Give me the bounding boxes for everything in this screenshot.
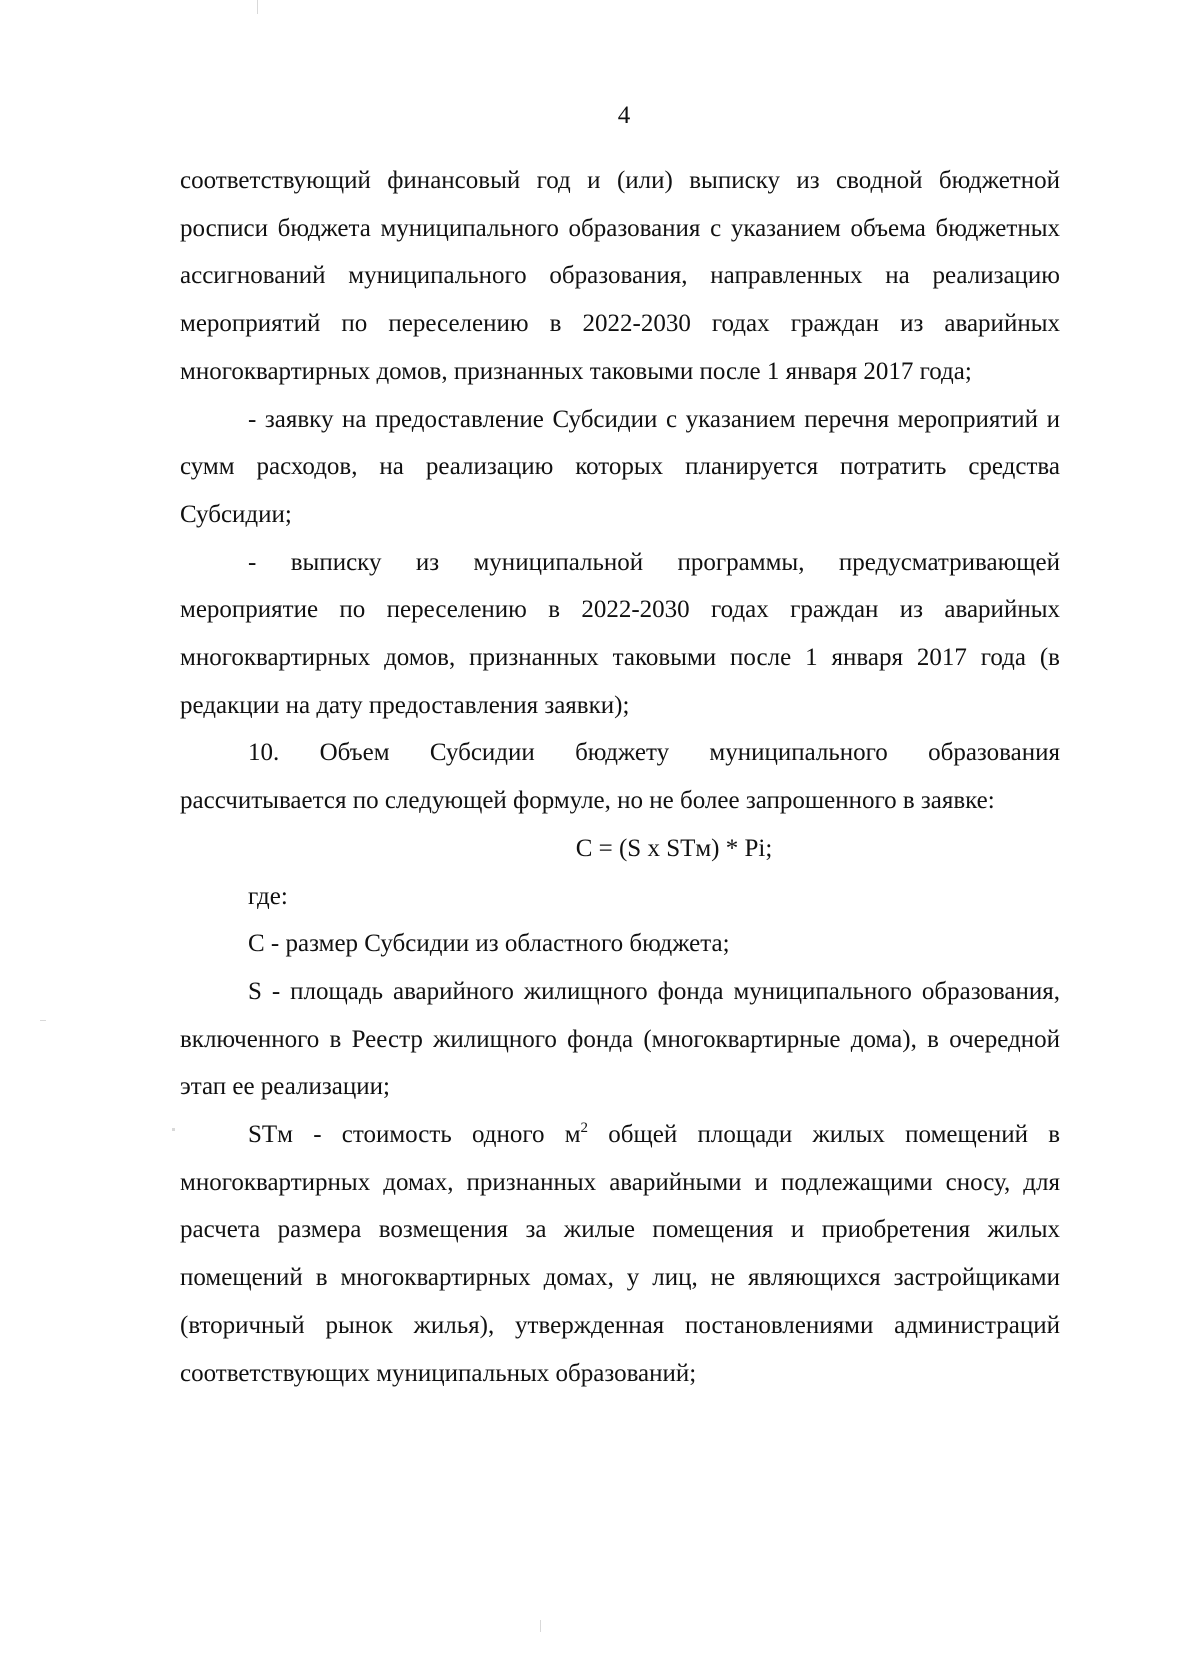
scan-mark-left <box>40 1020 46 1021</box>
definition-s: S - площадь аварийного жилищного фонда муниципального образования, включенного в Реестр жилищного фонда (многоквартирные дома), в очередной этап ее реализации; <box>180 977 1060 1101</box>
definition-stm-rest: общей площади жилых помещений в многоквартирных домах, признанных аварийными и подлежащими сносу, для расчета размера возмещения за жилые помещения и приобретения жилых помещений в многоквартирных домах, у лиц, не являющихся застройщиками (вторичный рынок жилья), утвержденная постановлениями администраций соответствующих муниципальных образований; <box>180 1121 1061 1387</box>
definition-stm-superscript: 2 <box>580 1120 589 1137</box>
paragraph-program-extract: - выписку из муниципальной программы, предусматривающей мероприятие по переселению в 2022-2030 годах граждан из аварийных многоквартирных домов, признанных таковыми после 1 января 2017 года (в редакции на дату предоставления заявки); <box>180 548 1060 719</box>
definition-stm <box>180 1111 1060 1397</box>
paragraph-application: - заявку на предоставление Субсидии с указанием перечня мероприятий и сумм расходов, на реализацию которых планируется потратить средства Субсидии; <box>180 405 1060 528</box>
definition-stm-start: STм - стоимость одного м <box>248 1121 581 1149</box>
scan-mark-bottom <box>540 1620 541 1632</box>
paragraph-subsidy-volume: 10. Объем Субсидии бюджету муниципального образования рассчитывается по следующей формуле, но не более запрошенного в заявке: <box>180 739 1060 815</box>
page-number: 4 <box>617 102 631 129</box>
definitions-intro: где: <box>248 882 288 910</box>
definition-c: С - размер Субсидии из областного бюджета; <box>248 930 730 958</box>
document-body <box>180 157 1060 1397</box>
subsidy-formula: С = (S х STм) * Pi; <box>575 834 773 862</box>
scan-mark-top <box>257 0 258 14</box>
paragraph-continuation: соответствующий финансовый год и (или) выписку из сводной бюджетной росписи бюджета муниципального образования с указанием объема бюджетных ассигнований муниципального образования, направленных на реализацию мероприятий по переселению в 2022-2030 годах граждан из аварийных многоквартирных домов, признанных таковыми после 1 января 2017 года; <box>180 167 1060 385</box>
scan-mark-left-2 <box>172 1128 175 1131</box>
